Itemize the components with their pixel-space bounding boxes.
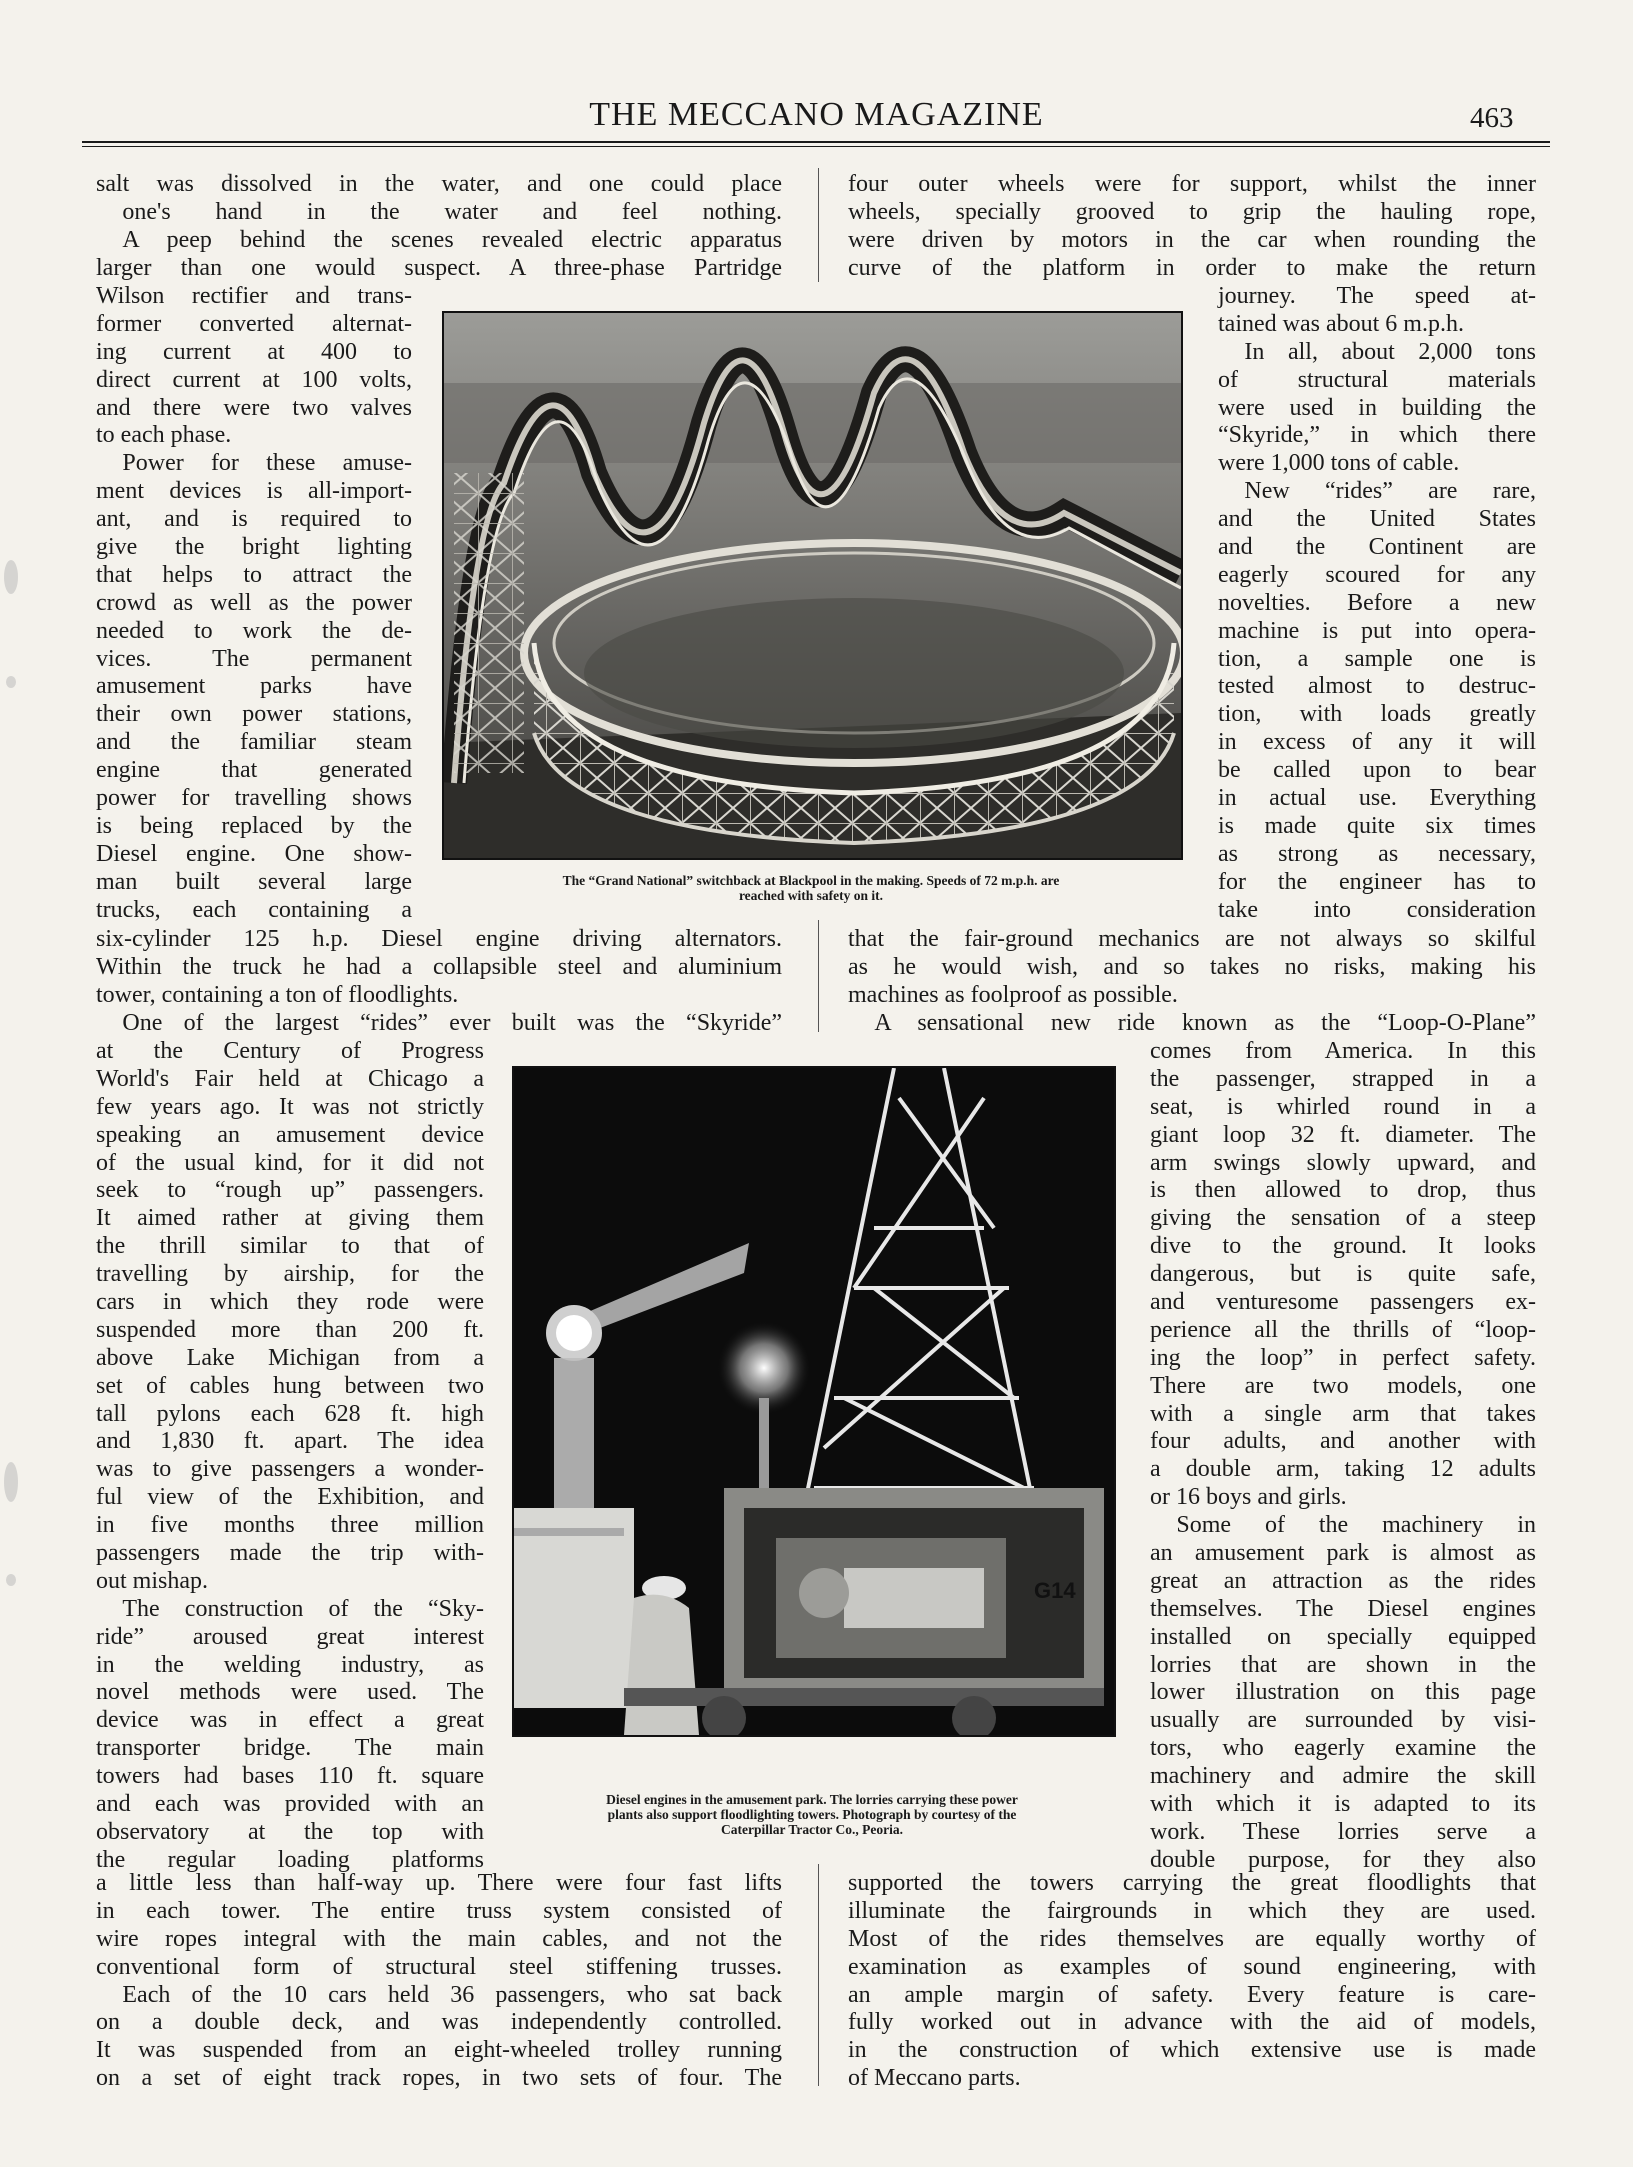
left-text-bottom	[96, 1870, 782, 2093]
text-line: giant loop 32 ft. diameter. The	[1150, 1121, 1536, 1148]
text-line: power for travelling shows	[96, 785, 412, 812]
text-line: of structural materials	[1218, 366, 1536, 393]
text-line: Some of the machinery in	[1176, 1512, 1536, 1539]
text-line: in the construction of which extensive use is made	[848, 2037, 1536, 2064]
left-text-mid	[96, 926, 782, 1038]
text-line: six-cylinder 125 h.p. Diesel engine driving alternators.	[96, 926, 782, 952]
text-line: ing current at 400 to	[96, 338, 412, 365]
margin-blot	[4, 1462, 18, 1502]
text-line: eagerly scoured for any	[1218, 561, 1536, 588]
diesel-lorry-caption	[505, 1792, 1119, 1837]
text-line: and 1,830 ft. apart. The idea	[96, 1428, 484, 1455]
roller-coaster-illustration	[444, 313, 1181, 858]
text-line: illuminate the fairgrounds in which they are used.	[848, 1897, 1536, 1924]
text-line: ing the loop” in perfect safety.	[1150, 1344, 1536, 1371]
text-line: giving the sensation of a steep	[1150, 1205, 1536, 1232]
text-line: set of cables hung between two	[96, 1372, 484, 1399]
text-line: as strong as necessary,	[1218, 840, 1536, 867]
column-divider-bottom	[818, 1864, 819, 2086]
text-line: There are two models, one	[1150, 1372, 1536, 1399]
margin-blot	[6, 676, 16, 688]
margin-blot	[4, 560, 18, 594]
text-line: One of the largest “rides” ever built was the “Skyride”	[122, 1009, 782, 1036]
text-line: suspended more than 200 ft.	[96, 1316, 484, 1343]
text-line: Wilson rectifier and trans-	[96, 283, 412, 309]
text-line: and the familiar steam	[96, 729, 412, 756]
text-line: travelling by airship, for the	[96, 1261, 484, 1288]
text-line: A peep behind the scenes revealed electric apparatus	[122, 226, 782, 253]
text-line: tall pylons each 628 ft. high	[96, 1400, 484, 1427]
text-line: examination as examples of sound engineering, with	[848, 1953, 1536, 1980]
text-line: of Meccano parts.	[848, 2065, 1021, 2092]
page-number: 463	[1470, 102, 1514, 134]
column-divider-top	[818, 168, 819, 282]
text-line: Within the truck he had a collapsible steel and aluminium	[96, 953, 782, 980]
text-line: few years ago. It was not strictly	[96, 1093, 484, 1120]
text-line: as he would wish, and so takes no risks, making his	[848, 953, 1536, 980]
text-line: great an attraction as the rides	[1150, 1567, 1536, 1594]
text-line: and venturesome passengers ex-	[1150, 1289, 1536, 1316]
text-line: It was suspended from an eight-wheeled trolley running	[96, 2037, 782, 2064]
text-line: four outer wheels were for support, whilst the inner	[848, 171, 1536, 197]
text-line: crowd as well as the power	[96, 589, 412, 616]
text-line: vices. The permanent	[96, 645, 412, 672]
text-line: comes from America. In this	[1150, 1038, 1536, 1064]
text-line: arm swings slowly upward, and	[1150, 1149, 1536, 1176]
text-line: transporter bridge. The main	[96, 1735, 484, 1762]
truck-number-label: G14	[1034, 1578, 1076, 1603]
text-line: take into consideration	[1218, 896, 1536, 923]
text-line: novelties. Before a new	[1218, 589, 1536, 616]
text-line: engine that generated	[96, 757, 412, 784]
diesel-lorry-photo	[512, 1066, 1116, 1737]
text-line: in five months three million	[96, 1512, 484, 1539]
text-line: trucks, each containing a	[96, 896, 412, 923]
right-text-narrow	[1218, 283, 1536, 924]
text-line: tion, with loads greatly	[1218, 701, 1536, 728]
text-line: conventional form of structural steel stiffening trusses.	[96, 1953, 782, 1980]
text-line: that helps to attract the	[96, 561, 412, 588]
text-line: double purpose, for they also	[1150, 1846, 1536, 1873]
text-line: observatory at the top with	[96, 1818, 484, 1845]
right-text-top	[848, 171, 1536, 283]
header-rule-top	[82, 141, 1550, 143]
text-line: in the welding industry, as	[96, 1651, 484, 1678]
text-line: curve of the platform in order to make the return	[848, 254, 1536, 281]
text-line: reached with safety on it.	[738, 888, 884, 903]
left-text-top	[96, 171, 782, 283]
text-line: with a single arm that takes	[1150, 1400, 1536, 1427]
text-line: themselves. The Diesel engines	[1150, 1595, 1536, 1622]
text-line: was to give passengers a wonder-	[96, 1456, 484, 1483]
text-line: were driven by motors in the car when rounding the	[848, 226, 1536, 253]
text-line: be called upon to bear	[1218, 757, 1536, 784]
magazine-title: THE MECCANO MAGAZINE	[589, 96, 1044, 133]
text-line: is being replaced by the	[96, 812, 412, 839]
text-line: cars in which they rode were	[96, 1289, 484, 1316]
text-line: lorries that are shown in the	[1150, 1651, 1536, 1678]
right-text-lower	[1150, 1038, 1536, 1875]
text-line: machines as foolproof as possible.	[848, 981, 1178, 1008]
text-line: Most of the rides themselves are equally worthy of	[848, 1925, 1536, 1952]
column-divider-middle	[818, 920, 819, 1032]
text-line: with which it is adapted to its	[1150, 1791, 1536, 1818]
text-line: a little less than half-way up. There were four fast lifts	[96, 1870, 782, 1896]
text-line: were used in building the	[1218, 394, 1536, 421]
text-line: ant, and is required to	[96, 506, 412, 533]
roller-coaster-photo	[442, 311, 1183, 860]
text-line: Caterpillar Tractor Co., Peoria.	[721, 1822, 903, 1837]
text-line: former converted alternat-	[96, 310, 412, 337]
text-line: amusement parks have	[96, 673, 412, 700]
left-text-narrow	[96, 283, 412, 924]
header-rule-bottom	[82, 146, 1550, 147]
text-line: the regular loading platforms	[96, 1846, 484, 1873]
text-line: in each tower. The entire truss system consisted of	[96, 1897, 782, 1924]
text-line: wire ropes integral with the main cables, and not the	[96, 1925, 782, 1952]
right-text-mid	[848, 926, 1536, 1038]
text-line: out mishap.	[96, 1567, 208, 1594]
text-line: Diesel engines in the amusement park. The lorries carrying these power	[606, 1792, 1018, 1807]
text-line: in excess of any it will	[1218, 729, 1536, 756]
diesel-lorry-illustration	[514, 1068, 1114, 1735]
text-line: supported the towers carrying the great floodlights that	[848, 1870, 1536, 1896]
text-line: ful view of the Exhibition, and	[96, 1484, 484, 1511]
text-line: tion, a sample one is	[1218, 645, 1536, 672]
text-line: plants also support floodlighting towers. Photograph by courtesy of the	[607, 1807, 1017, 1822]
text-line: The “Grand National” switchback at Blackpool in the making. Speeds of 72 m.p.h. are	[562, 873, 1060, 888]
text-line: larger than one would suspect. A three-phase Partridge	[96, 254, 782, 281]
text-line: device was in effect a great	[96, 1707, 484, 1734]
text-line: the thrill similar to that of	[96, 1233, 484, 1260]
text-line: machine is put into opera-	[1218, 617, 1536, 644]
text-line: to each phase.	[96, 422, 232, 449]
text-line: In all, about 2,000 tons	[1244, 338, 1536, 365]
left-text-lower	[96, 1038, 484, 1875]
text-line: passengers made the trip with-	[96, 1540, 484, 1567]
text-line: New “rides” are rare,	[1244, 478, 1536, 505]
text-line: for the engineer has to	[1218, 868, 1536, 895]
text-line: an amusement park is almost as	[1150, 1540, 1536, 1567]
text-line: tors, who eagerly examine the	[1150, 1735, 1536, 1762]
text-line: fully worked out in advance with the aid of models,	[848, 2009, 1536, 2036]
text-line: journey. The speed at-	[1218, 283, 1536, 309]
text-line: ride” aroused great interest	[96, 1623, 484, 1650]
roller-coaster-caption	[430, 873, 1192, 903]
right-text-bottom	[848, 1870, 1536, 2093]
text-line: Diesel engine. One show-	[96, 840, 412, 867]
text-line: and there were two valves	[96, 394, 412, 421]
text-line: wheels, specially grooved to grip the hauling rope,	[848, 198, 1536, 225]
text-line: salt was dissolved in the water, and one could place	[96, 171, 782, 197]
text-line: their own power stations,	[96, 701, 412, 728]
text-line: A sensational new ride known as the “Loop-O-Plane”	[874, 1009, 1536, 1036]
text-line: give the bright lighting	[96, 534, 412, 561]
text-line: speaking an amusement device	[96, 1121, 484, 1148]
text-line: It aimed rather at giving them	[96, 1205, 484, 1232]
text-line: “Skyride,” in which there	[1218, 422, 1536, 449]
text-line: tained was about 6 m.p.h.	[1218, 310, 1464, 337]
text-line: the passenger, strapped in a	[1150, 1065, 1536, 1092]
text-line: installed on specially equipped	[1150, 1623, 1536, 1650]
text-line: man built several large	[96, 868, 412, 895]
text-line: in actual use. Everything	[1218, 785, 1536, 812]
text-line: seat, is whirled round in a	[1150, 1093, 1536, 1120]
text-line: machinery and admire the skill	[1150, 1763, 1536, 1790]
text-line: on a double deck, and was independently controlled.	[96, 2009, 782, 2036]
text-line: were 1,000 tons of cable.	[1218, 450, 1460, 477]
text-line: an ample margin of safety. Every feature is care-	[848, 1981, 1536, 2008]
text-line: a double arm, taking 12 adults	[1150, 1456, 1536, 1483]
margin-blot	[6, 1574, 16, 1586]
text-line: Power for these amuse-	[122, 450, 412, 477]
text-line: Each of the 10 cars held 36 passengers, who sat back	[122, 1981, 782, 2008]
text-line: dive to the ground. It looks	[1150, 1233, 1536, 1260]
text-line: or 16 boys and girls.	[1150, 1484, 1347, 1511]
text-line: ment devices is all-import-	[96, 478, 412, 505]
text-line: direct current at 100 volts,	[96, 366, 412, 393]
text-line: lower illustration on this page	[1150, 1679, 1536, 1706]
text-line: seek to “rough up” passengers.	[96, 1177, 484, 1204]
text-line: one's hand in the water and feel nothing.	[122, 198, 782, 225]
text-line: that the fair-ground mechanics are not always so skilful	[848, 926, 1536, 952]
text-line: The construction of the “Sky-	[122, 1595, 484, 1622]
text-line: above Lake Michigan from a	[96, 1344, 484, 1371]
text-line: four adults, and another with	[1150, 1428, 1536, 1455]
text-line: needed to work the de-	[96, 617, 412, 644]
text-line: and each was provided with an	[96, 1791, 484, 1818]
text-line: usually are surrounded by visi-	[1150, 1707, 1536, 1734]
text-line: is made quite six times	[1218, 812, 1536, 839]
text-line: at the Century of Progress	[96, 1038, 484, 1064]
text-line: of the usual kind, for it did not	[96, 1149, 484, 1176]
text-line: dangerous, but is quite safe,	[1150, 1261, 1536, 1288]
text-line: novel methods were used. The	[96, 1679, 484, 1706]
text-line: tested almost to destruc-	[1218, 673, 1536, 700]
text-line: on a set of eight track ropes, in two sets of four. The	[96, 2065, 782, 2092]
text-line: perience all the thrills of “loop-	[1150, 1316, 1536, 1343]
text-line: work. These lorries serve a	[1150, 1818, 1536, 1845]
text-line: is then allowed to drop, thus	[1150, 1177, 1536, 1204]
text-line: and the Continent are	[1218, 534, 1536, 561]
text-line: tower, containing a ton of floodlights.	[96, 981, 459, 1008]
text-line: and the United States	[1218, 506, 1536, 533]
text-line: towers had bases 110 ft. square	[96, 1763, 484, 1790]
text-line: World's Fair held at Chicago a	[96, 1065, 484, 1092]
